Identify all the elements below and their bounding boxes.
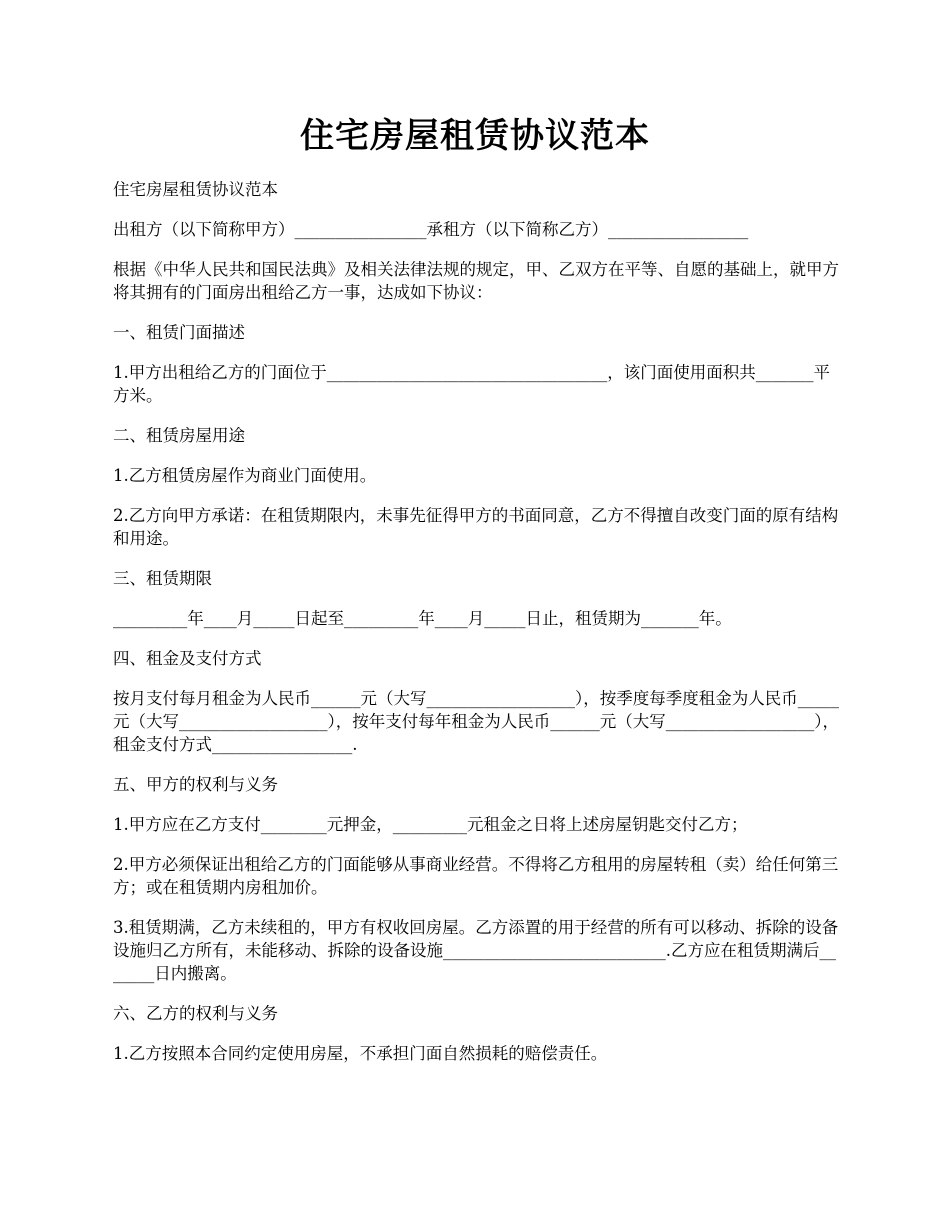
- clause-2-2: 2.乙方向甲方承诺：在租赁期限内，未事先征得甲方的书面同意，乙方不得擅自改变门面的原有结构和用途。: [113, 506, 839, 548]
- clause-6-1: 1.乙方按照本合同约定使用房屋，不承担门面自然损耗的赔偿责任。: [113, 1044, 608, 1063]
- clause-5-1: 1.甲方应在乙方支付________元押金，_________元租金之日将上述房屋钥匙交付乙方；: [113, 815, 748, 834]
- preamble: 根据《中华人民共和国民法典》及相关法律法规的规定，甲、乙双方在平等、自愿的基础上，就甲方将其拥有的门面房出租给乙方一事，达成如下协议：: [113, 260, 839, 302]
- section-heading-1: 一、租赁门面描述: [113, 323, 245, 342]
- section-heading-4: 四、租金及支付方式: [113, 649, 262, 668]
- clause-2-1: 1.乙方租赁房屋作为商业门面使用。: [113, 466, 377, 485]
- section-heading-5: 五、甲方的权利与义务: [113, 775, 278, 794]
- clause-1-1: 1.甲方出租给乙方的门面位于__________________________________，该门面使用面积共_______平方米。: [113, 363, 830, 405]
- section-heading-6: 六、乙方的权利与义务: [113, 1004, 278, 1023]
- rent-payment-clause: 按月支付每月租金为人民币______元（大写__________________），按季度每季度租金为人民币_____元（大写__________________），按年支付每年租金为人民币______元（大写__________________），租金支付方式_________________.: [113, 689, 839, 754]
- section-heading-2: 二、租赁房屋用途: [113, 426, 245, 445]
- document-body: [113, 178, 840, 1082]
- parties-line: 出租方（以下简称甲方）________________承租方（以下简称乙方）_________________: [113, 220, 749, 239]
- document-title: 住宅房屋租赁协议范本: [300, 116, 650, 156]
- clause-5-3: 3.租赁期满，乙方未续租的，甲方有权收回房屋。乙方添置的用于经营的所有可以移动、拆除的设备设施归乙方所有，未能移动、拆除的设备设施___________________________.乙方应在租赁期满后_______日内搬离。: [113, 918, 839, 983]
- clause-5-2: 2.甲方必须保证出租给乙方的门面能够从事商业经营。不得将乙方租用的房屋转租（卖）给任何第三方；或在租赁期内房租加价。: [113, 855, 839, 897]
- section-heading-3: 三、租赁期限: [113, 569, 212, 588]
- lease-term-line: _________年____月_____日起至_________年____月_____日止，租赁期为_______年。: [113, 609, 732, 628]
- subtitle: 住宅房屋租赁协议范本: [113, 180, 278, 199]
